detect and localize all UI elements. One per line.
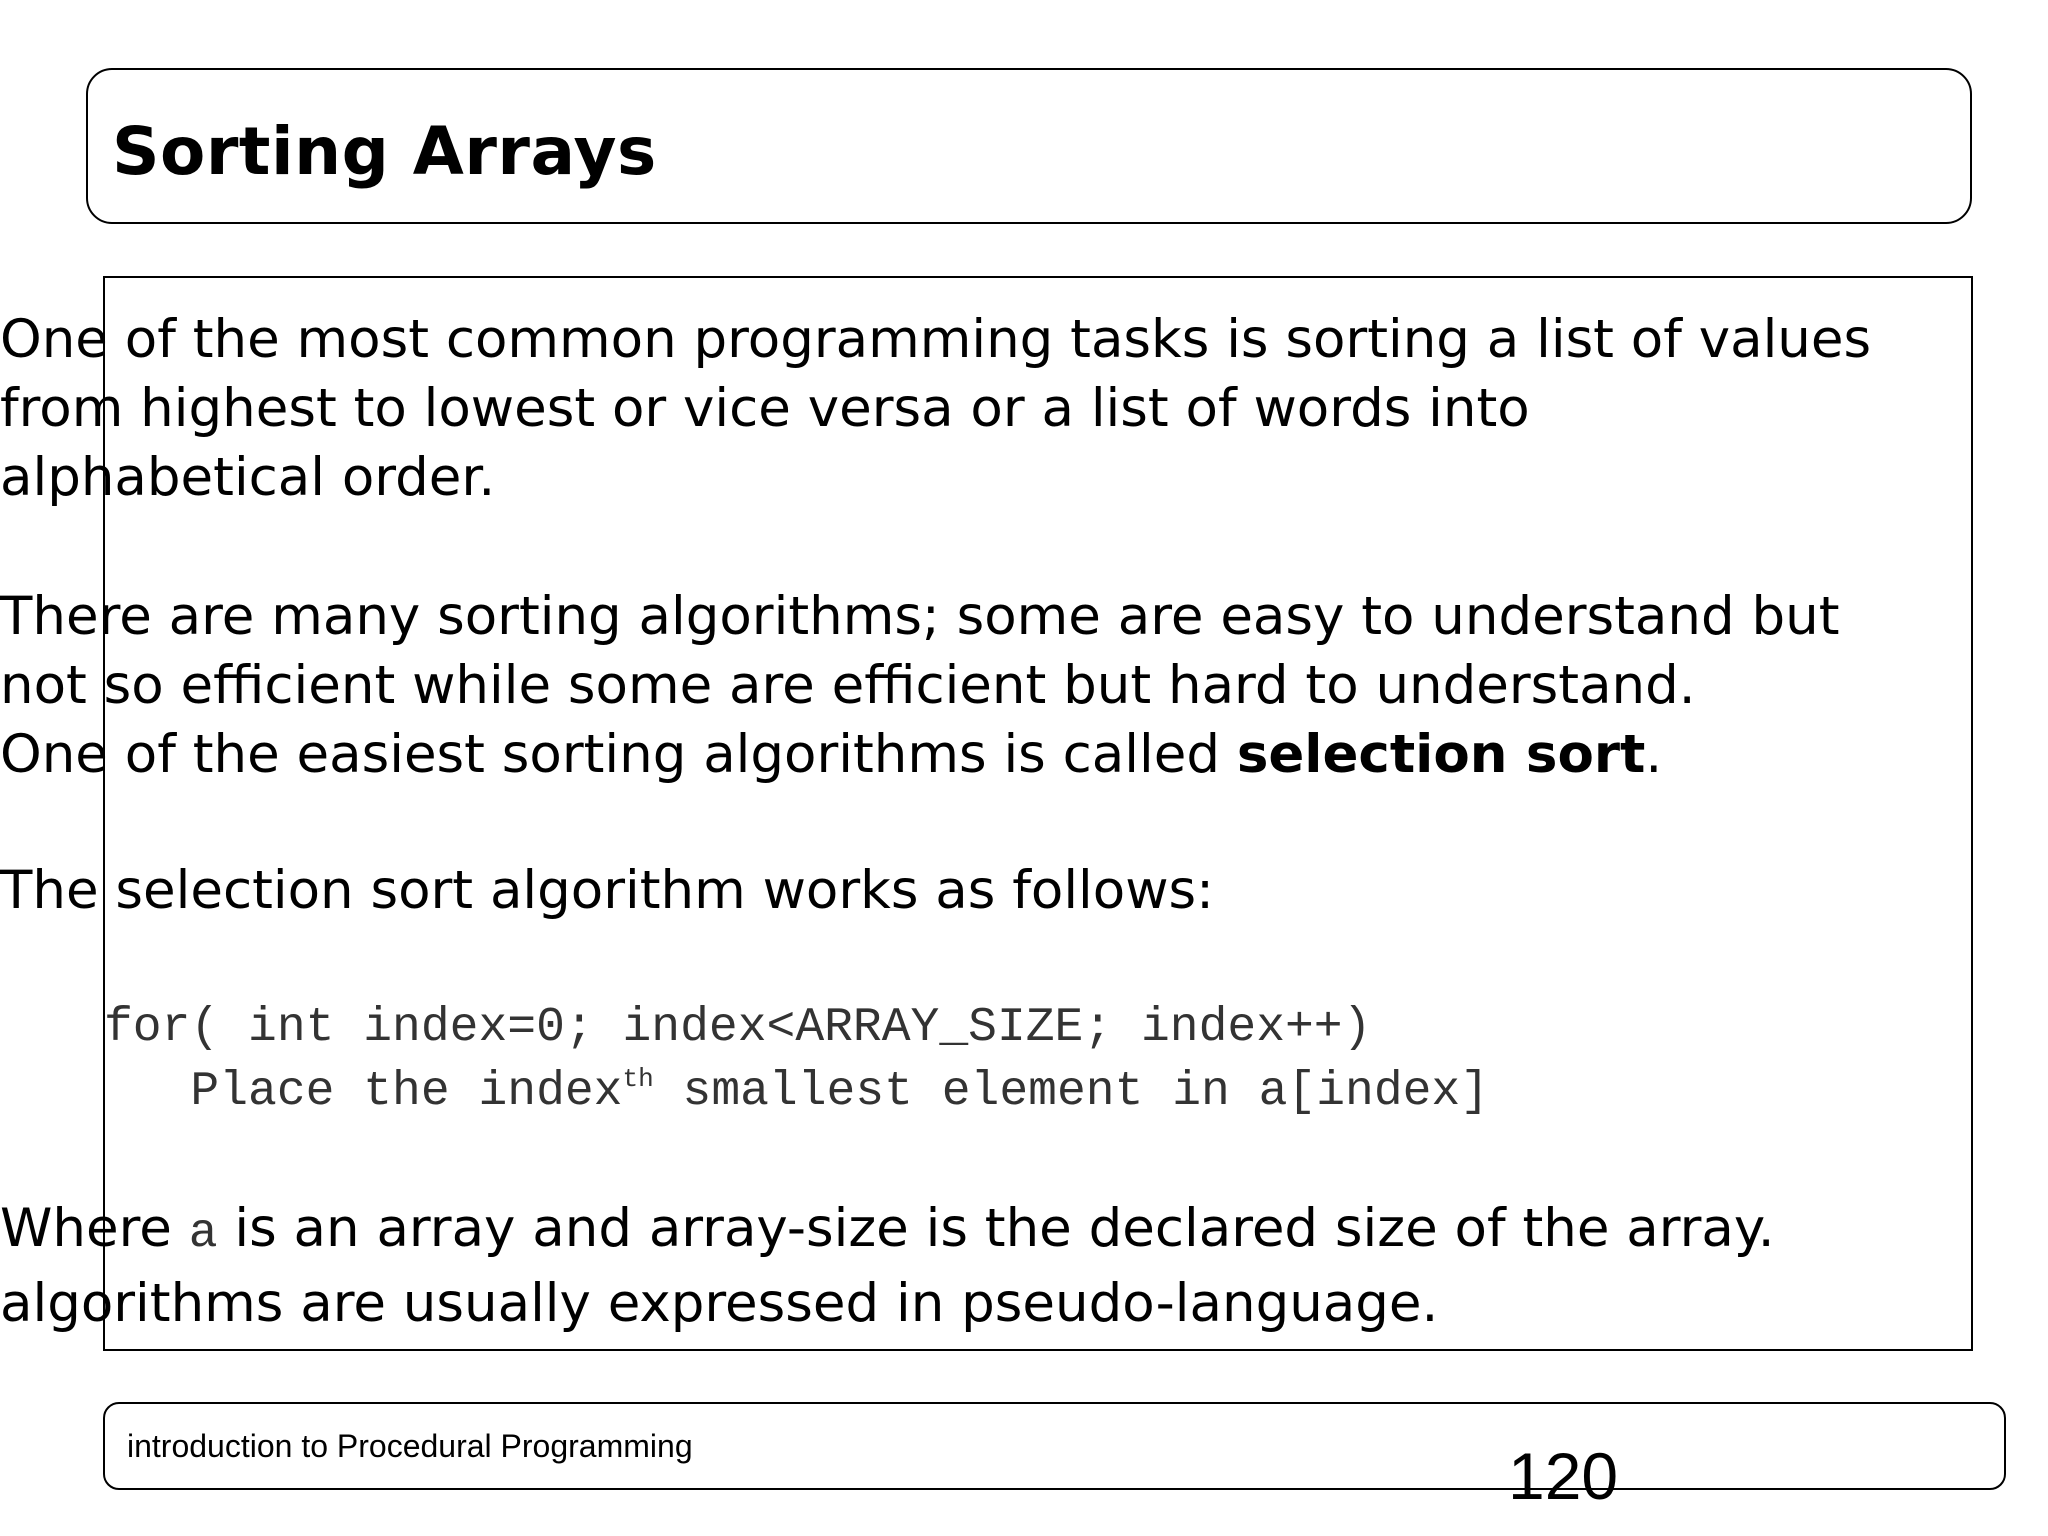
pseudocode-block (104, 996, 1489, 1124)
closing-paragraph (0, 1194, 1775, 1338)
code-line-1: for( int index=0; index<ARRAY_SIZE; index++) (104, 1001, 1372, 1055)
footer-course-title: introduction to Procedural Programming (127, 1428, 693, 1464)
algorithms-line-2: not so efficient while some are efficient but hard to understand. (0, 655, 1696, 716)
closing-code-a: a (188, 1207, 218, 1261)
algorithms-paragraph (0, 582, 1839, 789)
algorithms-line-3-end: . (1645, 724, 1663, 785)
algorithms-line-3: One of the easiest sorting algorithms is called (0, 724, 1237, 785)
closing-line-2: algorithms are usually expressed in pseudo-language. (0, 1273, 1439, 1334)
intro-line-3: alphabetical order. (0, 447, 496, 508)
intro-line-1: One of the most common programming tasks is sorting a list of values (0, 309, 1872, 370)
closing-line-1a: Where (0, 1198, 189, 1259)
selection-sort-term: selection sort (1236, 724, 1646, 785)
intro-paragraph (0, 305, 1871, 512)
page-number: 120 (1508, 1439, 1619, 1513)
slide-title: Sorting Arrays (112, 113, 657, 190)
code-line-2b: smallest element in a[index] (653, 1065, 1490, 1119)
closing-line-1b: is an array and array-size is the declared size of the array. (217, 1198, 1775, 1259)
algorithms-line-1: There are many sorting algorithms; some are easy to understand but (0, 586, 1840, 647)
intro-line-2: from highest to lowest or vice versa or a list of words into (0, 378, 1530, 439)
code-superscript: th (622, 1064, 654, 1094)
code-line-2a: Place the index (104, 1065, 623, 1119)
algorithm-intro: The selection sort algorithm works as follows: (0, 860, 1215, 921)
